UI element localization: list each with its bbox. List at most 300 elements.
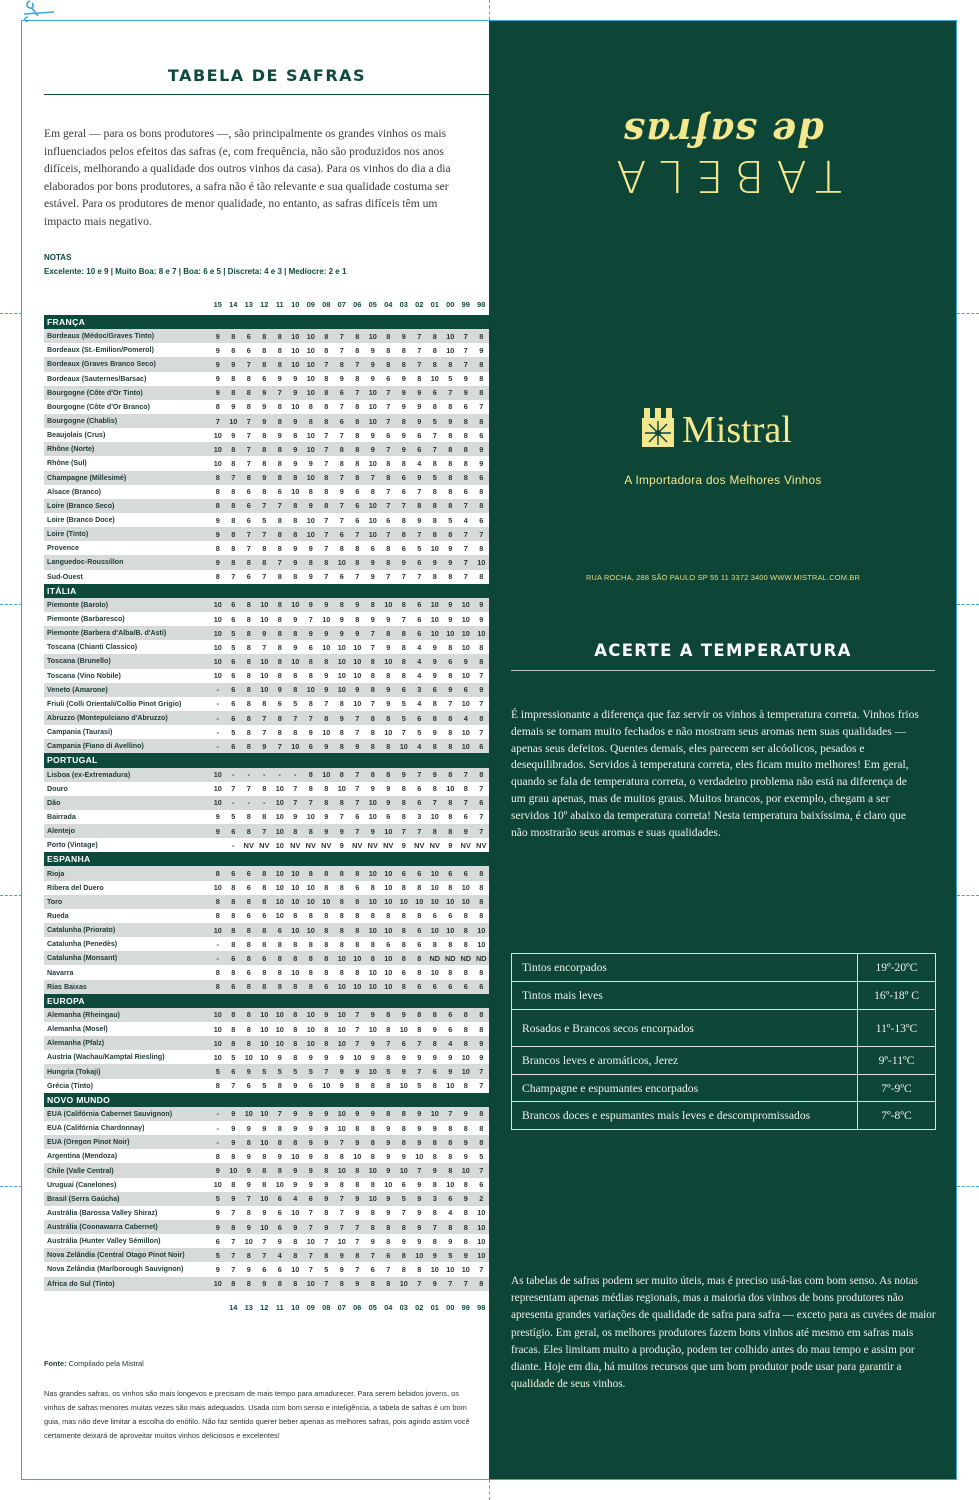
score-cell: 8 xyxy=(355,911,360,921)
score-cell: 7 xyxy=(293,713,298,723)
year-label: 11 xyxy=(275,300,284,309)
score-cell: 8 xyxy=(432,359,437,369)
score-cell: 8 xyxy=(246,925,251,935)
score-cell: 10 xyxy=(306,883,315,893)
table-row xyxy=(44,923,490,937)
score-cell: 8 xyxy=(448,359,453,369)
score-cell: 8 xyxy=(293,1038,298,1048)
table-row xyxy=(44,1206,490,1220)
score-cell: 8 xyxy=(463,1236,468,1246)
score-cell: 10 xyxy=(415,1250,424,1260)
score-cell: 9 xyxy=(463,1194,468,1204)
score-cell: 7 xyxy=(308,614,313,624)
score-cell: 10 xyxy=(260,1010,269,1020)
score-cell: 6 xyxy=(262,1264,267,1274)
score-cell: 7 xyxy=(324,572,329,582)
score-cell: 8 xyxy=(355,416,360,426)
score-cell: 8 xyxy=(432,1180,437,1190)
score-cell: 8 xyxy=(448,798,453,808)
region-name: Piemonte (Barbera d'Alba/B. d'Asti) xyxy=(47,629,167,638)
score-cell: 8 xyxy=(370,953,375,963)
score-cell: 9 xyxy=(262,388,267,398)
score-cell: 8 xyxy=(246,1024,251,1034)
score-cell: 8 xyxy=(277,458,282,468)
score-cell: 6 xyxy=(386,1250,391,1260)
score-cell: 9 xyxy=(308,543,313,553)
table-row xyxy=(44,1079,490,1093)
score-cell: 8 xyxy=(246,671,251,681)
page-title: TABELA DE SAFRAS xyxy=(167,66,367,85)
score-cell: 6 xyxy=(231,671,236,681)
score-cell: 8 xyxy=(215,473,220,483)
score-cell: 8 xyxy=(448,1222,453,1232)
score-cell: - xyxy=(216,699,219,709)
score-cell: 10 xyxy=(275,897,284,907)
table-row xyxy=(44,1277,490,1291)
score-cell: 8 xyxy=(277,345,282,355)
table-row xyxy=(44,980,490,994)
score-cell: 8 xyxy=(262,1166,267,1175)
score-cell: 8 xyxy=(231,458,236,468)
score-cell: 8 xyxy=(417,968,422,978)
score-cell: 10 xyxy=(368,388,377,398)
score-cell: 8 xyxy=(308,656,313,666)
year-label: 15 xyxy=(213,300,222,309)
score-cell: 8 xyxy=(262,1151,267,1161)
score-cell: 10 xyxy=(337,1109,346,1119)
score-cell: 8 xyxy=(262,883,267,893)
score-cell: 8 xyxy=(386,1024,391,1034)
score-cell: 9 xyxy=(231,1109,236,1119)
score-cell: 9 xyxy=(277,430,282,440)
score-cell: 7 xyxy=(479,727,484,737)
score-cell: 6 xyxy=(463,685,468,695)
score-cell: 10 xyxy=(446,628,455,638)
score-cell: 8 xyxy=(246,388,251,398)
table-row xyxy=(44,881,490,895)
score-cell: 10 xyxy=(337,1010,346,1020)
score-cell: 10 xyxy=(399,897,408,907)
score-cell: 7 xyxy=(401,501,406,511)
region-name: Bourgogne (Chablis) xyxy=(47,417,118,426)
region-name: Rhône (Sul) xyxy=(47,459,87,468)
score-cell: 8 xyxy=(215,487,220,497)
score-cell: 6 xyxy=(432,388,437,398)
score-cell: 8 xyxy=(246,628,251,638)
score-cell: 7 xyxy=(339,515,344,525)
score-cell: 7 xyxy=(246,458,251,468)
score-cell: 8 xyxy=(324,939,329,949)
score-cell: 8 xyxy=(246,982,251,992)
temp-row xyxy=(512,1075,936,1102)
region-name: Nova Zelândia (Central Otago Pinot Noir) xyxy=(47,1251,185,1260)
region-name: Bordeaux (Graves Branco Seco) xyxy=(47,360,156,369)
score-cell: 9 xyxy=(386,1123,391,1133)
score-cell: 7 xyxy=(463,529,468,539)
score-cell: 10 xyxy=(322,897,331,907)
region-name: Hungria (Tokaji) xyxy=(47,1067,101,1076)
region-name: Bordeaux (St.-Emilion/Pomerol) xyxy=(47,346,154,355)
score-cell: 8 xyxy=(417,374,422,384)
year-label: 08 xyxy=(322,300,331,309)
table-row xyxy=(44,866,490,880)
score-cell: 8 xyxy=(215,869,220,879)
score-cell: 7 xyxy=(324,1067,329,1077)
score-cell: 10 xyxy=(446,1264,455,1274)
score-cell: 7 xyxy=(417,1166,422,1175)
score-cell: 9 xyxy=(432,1123,437,1133)
score-cell: 8 xyxy=(215,543,220,553)
score-cell: 9 xyxy=(355,1137,360,1147)
score-cell: 8 xyxy=(355,473,360,483)
region-name: Campania (Taurasi) xyxy=(47,728,113,737)
region-name: Catalunha (Priorato) xyxy=(47,926,116,935)
wine-type: Brancos doces e espumantes mais leves e descompromissados xyxy=(512,1102,858,1130)
score-cell: 8 xyxy=(432,345,437,355)
score-cell: 10 xyxy=(368,1024,377,1034)
score-cell: 5 xyxy=(215,1067,220,1077)
score-cell: 6 xyxy=(262,953,267,963)
score-cell: NV xyxy=(429,840,440,850)
score-cell: 7 xyxy=(386,444,391,454)
score-cell: 5 xyxy=(231,812,236,822)
table-row xyxy=(44,965,490,979)
score-cell: 8 xyxy=(417,1024,422,1034)
region-name: Toscana (Chianti Classico) xyxy=(47,643,138,652)
score-cell: 4 xyxy=(417,642,422,652)
score-cell: 7 xyxy=(324,515,329,525)
score-cell: 8 xyxy=(432,713,437,723)
score-cell: 9 xyxy=(401,430,406,440)
score-cell: 6 xyxy=(231,953,236,963)
score-cell: 8 xyxy=(324,713,329,723)
score-cell: 7 xyxy=(355,798,360,808)
score-cell: 9 xyxy=(262,473,267,483)
score-cell: 10 xyxy=(275,784,284,794)
temperature-value: 11º-13ºC xyxy=(858,1010,936,1047)
score-cell: 9 xyxy=(355,600,360,610)
score-cell: 9 xyxy=(417,515,422,525)
score-cell: 9 xyxy=(293,374,298,384)
score-cell: 7 xyxy=(246,359,251,369)
score-cell: 6 xyxy=(448,1194,453,1204)
score-cell: 8 xyxy=(324,798,329,808)
score-cell: 9 xyxy=(401,840,406,850)
score-cell: 7 xyxy=(324,430,329,440)
score-cell: 8 xyxy=(401,1250,406,1260)
score-cell: 9 xyxy=(432,642,437,652)
score-cell: 8 xyxy=(370,1180,375,1190)
table-row xyxy=(44,471,490,485)
score-cell: 5 xyxy=(448,515,453,525)
score-cell: 10 xyxy=(291,897,300,907)
score-cell: 7 xyxy=(277,741,282,751)
score-cell: 10 xyxy=(415,1151,424,1161)
score-cell: 9 xyxy=(355,1067,360,1077)
score-cell: 4 xyxy=(463,713,468,723)
temperature-value: 9º-11ºC xyxy=(858,1047,936,1075)
score-cell: 8 xyxy=(262,430,267,440)
score-cell: 8 xyxy=(417,953,422,963)
score-cell: 8 xyxy=(355,458,360,468)
score-cell: 10 xyxy=(384,953,393,963)
score-cell: 8 xyxy=(463,458,468,468)
score-cell: 8 xyxy=(293,572,298,582)
score-cell: 10 xyxy=(368,925,377,935)
score-cell: 9 xyxy=(417,1194,422,1204)
score-cell: 10 xyxy=(337,1123,346,1133)
score-cell: 8 xyxy=(448,1166,453,1175)
score-cell: 2 xyxy=(479,1194,484,1204)
score-cell: 10 xyxy=(213,1180,222,1190)
score-cell: 8 xyxy=(448,501,453,511)
score-cell: 9 xyxy=(215,359,220,369)
score-cell: 7 xyxy=(262,713,267,723)
score-cell: 6 xyxy=(448,1010,453,1020)
score-cell: 8 xyxy=(339,699,344,709)
score-cell: 8 xyxy=(370,487,375,497)
score-cell: 10 xyxy=(275,826,284,836)
score-cell: 8 xyxy=(324,416,329,426)
score-cell: 8 xyxy=(401,812,406,822)
year-label: 06 xyxy=(353,1303,362,1312)
score-cell: - xyxy=(216,939,219,949)
score-cell: 10 xyxy=(353,953,362,963)
score-cell: 8 xyxy=(448,713,453,723)
score-cell: 8 xyxy=(277,600,282,610)
source-label: Fonte: xyxy=(44,1359,67,1368)
score-cell: 6 xyxy=(432,911,437,921)
score-cell: 8 xyxy=(355,968,360,978)
score-cell: 10 xyxy=(368,798,377,808)
score-cell: 8 xyxy=(432,1151,437,1161)
score-cell: 10 xyxy=(213,430,222,440)
score-cell: 8 xyxy=(339,458,344,468)
score-cell: 6 xyxy=(401,473,406,483)
score-cell: 9 xyxy=(417,1052,422,1062)
region-name: Alentejo xyxy=(47,827,75,836)
score-cell: 8 xyxy=(479,501,484,511)
score-cell: 3 xyxy=(417,685,422,695)
score-cell: 9 xyxy=(308,1052,313,1062)
fold-mark xyxy=(489,1480,490,1500)
score-cell: 8 xyxy=(339,1279,344,1289)
wine-type: Tintos mais leves xyxy=(512,982,858,1010)
score-cell: 8 xyxy=(262,699,267,709)
table-row xyxy=(44,442,490,456)
score-cell: 10 xyxy=(461,1052,470,1062)
score-cell: 8 xyxy=(479,388,484,398)
score-cell: 8 xyxy=(277,515,282,525)
score-cell: 7 xyxy=(448,1109,453,1119)
score-cell: 7 xyxy=(479,826,484,836)
score-cell: 9 xyxy=(293,1222,298,1232)
table-row xyxy=(44,1064,490,1078)
score-cell: 9 xyxy=(370,1236,375,1246)
year-header-bottom xyxy=(226,1303,490,1314)
score-cell: 9 xyxy=(417,1180,422,1190)
score-cell: 9 xyxy=(432,1279,437,1289)
score-cell: 8 xyxy=(324,1038,329,1048)
score-cell: 8 xyxy=(479,543,484,553)
region-name: Austrália (Barossa Valley Shiraz) xyxy=(47,1208,158,1217)
table-row xyxy=(44,428,490,442)
score-cell: 8 xyxy=(463,911,468,921)
score-cell: 9 xyxy=(432,557,437,567)
score-cell: 7 xyxy=(215,416,220,426)
score-cell: - xyxy=(294,770,297,780)
score-cell: 9 xyxy=(401,374,406,384)
score-cell: 9 xyxy=(339,487,344,497)
score-cell: 9 xyxy=(370,359,375,369)
score-cell: 5 xyxy=(401,713,406,723)
score-cell: 8 xyxy=(324,557,329,567)
fold-mark xyxy=(957,895,979,896)
score-cell: 6 xyxy=(324,982,329,992)
temp-row xyxy=(512,982,936,1010)
score-cell: 10 xyxy=(461,727,470,737)
score-cell: 10 xyxy=(213,458,222,468)
score-cell: 6 xyxy=(463,812,468,822)
score-cell: 8 xyxy=(463,1038,468,1048)
wine-type: Rosados e Brancos secos encorpados xyxy=(512,1010,858,1047)
score-cell: 8 xyxy=(293,1024,298,1034)
score-cell: 10 xyxy=(368,331,377,341)
score-cell: 10 xyxy=(461,741,470,751)
score-cell: 8 xyxy=(355,897,360,907)
score-cell: 7 xyxy=(246,444,251,454)
score-cell: 10 xyxy=(306,515,315,525)
score-cell: 8 xyxy=(432,487,437,497)
score-cell: 8 xyxy=(231,345,236,355)
table-row xyxy=(44,796,490,810)
score-cell: 6 xyxy=(386,812,391,822)
score-cell: 7 xyxy=(463,331,468,341)
score-cell: 10 xyxy=(213,444,222,454)
advice-paragraph: As tabelas de safras podem ser muito úteis, mas é preciso usá-las com bom senso. As notas representam apenas médias regionais, mas a maioria dos vinhos de bons produtores não apresenta grandes variações de qualidade de safra para safra — exceto para as cuvées de maior prestígio. Em geral, os melhores produtores fazem bons vinhos até mesmo em safras mais fracas. Eles limitam muito a produção, podem ter colhido antes do mau tempo e assim por diante. Hoje em dia, há muitos recursos que um bom produtor pode usar para garantir a qualidade de seus vinhos. xyxy=(511,1275,936,1391)
score-cell: 10 xyxy=(461,671,470,681)
score-cell: 8 xyxy=(277,444,282,454)
score-cell: 7 xyxy=(277,501,282,511)
score-cell: 9 xyxy=(432,1250,437,1260)
score-cell: 10 xyxy=(260,1137,269,1147)
score-cell: 9 xyxy=(293,1109,298,1119)
score-cell: 8 xyxy=(324,487,329,497)
region-name: Catalunha (Monsant) xyxy=(47,954,118,963)
score-cell: 7 xyxy=(339,402,344,412)
cover-title-line1: TABELA xyxy=(604,150,842,201)
score-cell: 7 xyxy=(463,557,468,567)
score-cell: 9 xyxy=(277,1151,282,1161)
score-cell: 10 xyxy=(322,727,331,737)
score-cell: 7 xyxy=(231,784,236,794)
score-cell: 8 xyxy=(339,741,344,751)
score-cell: 8 xyxy=(355,614,360,624)
score-cell: 8 xyxy=(231,487,236,497)
score-cell: 10 xyxy=(244,1236,253,1246)
score-cell: 6 xyxy=(262,374,267,384)
score-cell: 6 xyxy=(432,982,437,992)
score-cell: 9 xyxy=(293,1166,298,1175)
score-cell: 8 xyxy=(339,444,344,454)
score-cell: 9 xyxy=(417,1109,422,1119)
score-cell: 9 xyxy=(231,1194,236,1204)
score-cell: 5 xyxy=(231,628,236,638)
score-cell: 9 xyxy=(339,1264,344,1274)
serving-temperature-table xyxy=(511,953,936,1130)
score-cell: 6 xyxy=(246,869,251,879)
score-cell: 7 xyxy=(386,487,391,497)
score-cell: 7 xyxy=(324,1236,329,1246)
score-cell: 8 xyxy=(262,1180,267,1190)
table-row xyxy=(44,909,490,923)
score-cell: 4 xyxy=(293,1194,298,1204)
score-cell: 8 xyxy=(432,458,437,468)
score-cell: 6 xyxy=(386,374,391,384)
score-cell: - xyxy=(216,953,219,963)
score-cell: 8 xyxy=(432,1010,437,1020)
score-cell: 8 xyxy=(401,515,406,525)
table-row xyxy=(44,951,490,965)
score-cell: 9 xyxy=(324,1109,329,1119)
score-cell: 7 xyxy=(277,1109,282,1119)
score-cell: 8 xyxy=(277,543,282,553)
score-cell: 5 xyxy=(231,642,236,652)
score-cell: 9 xyxy=(432,671,437,681)
score-cell: 8 xyxy=(246,374,251,384)
score-cell: 10 xyxy=(430,614,439,624)
cover-panel xyxy=(489,21,957,1479)
score-cell: 9 xyxy=(386,1194,391,1204)
score-cell: 8 xyxy=(262,982,267,992)
score-cell: 6 xyxy=(448,982,453,992)
score-cell: 6 xyxy=(432,1067,437,1077)
score-cell: 6 xyxy=(417,614,422,624)
score-cell: 10 xyxy=(260,1194,269,1204)
region-name: Languedoc-Roussillon xyxy=(47,558,124,567)
score-cell: 9 xyxy=(308,572,313,582)
score-cell: NV xyxy=(383,840,394,850)
table-row xyxy=(44,1121,490,1135)
temperature-heading: ACERTE A TEMPERATURA xyxy=(594,641,852,660)
score-cell: 7 xyxy=(339,812,344,822)
score-cell: 9 xyxy=(339,840,344,850)
score-cell: 9 xyxy=(262,1279,267,1289)
score-cell: 8 xyxy=(277,939,282,949)
table-row xyxy=(44,1107,490,1121)
score-cell: 10 xyxy=(461,1166,470,1175)
score-cell: 9 xyxy=(293,812,298,822)
score-cell: 10 xyxy=(260,1038,269,1048)
score-cell: 10 xyxy=(430,543,439,553)
score-cell: 10 xyxy=(275,883,284,893)
score-cell: 8 xyxy=(324,953,329,963)
section-header: FRANÇA xyxy=(44,315,490,329)
score-cell: 8 xyxy=(324,1151,329,1161)
score-cell: 8 xyxy=(448,1137,453,1147)
score-cell: 8 xyxy=(293,628,298,638)
brand-name: Mistral xyxy=(682,409,792,451)
score-cell: 8 xyxy=(324,656,329,666)
score-cell: 10 xyxy=(337,671,346,681)
score-cell: 8 xyxy=(463,473,468,483)
score-cell: 7 xyxy=(355,826,360,836)
score-cell: 5 xyxy=(262,515,267,525)
year-label: 09 xyxy=(306,300,315,309)
score-cell: 6 xyxy=(401,968,406,978)
score-cell: 7 xyxy=(386,416,391,426)
score-cell: 7 xyxy=(370,473,375,483)
